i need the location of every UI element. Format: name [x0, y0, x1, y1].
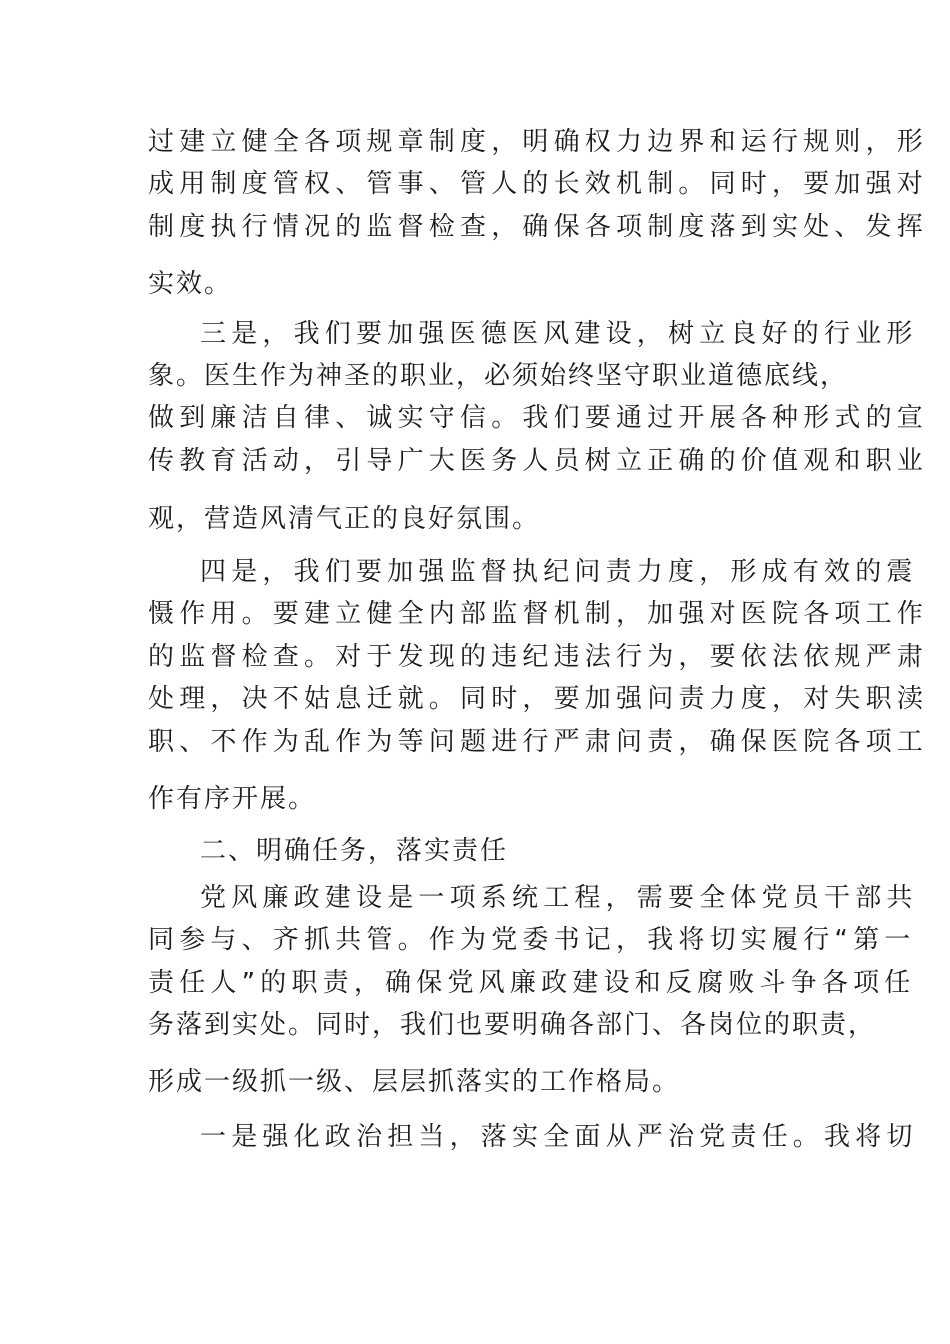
text-line: 成用制度管权、管事、管人的长效机制。同时，要加强对	[148, 169, 929, 199]
text-line: 同参与、齐抓共管。作为党委书记，我将切实履行“第一	[148, 925, 916, 955]
text-line: 传教育活动，引导广大医务人员树立正确的价值观和职业	[148, 446, 929, 476]
text-line: 一是强化政治担当，落实全面从严治党责任。我将切	[200, 1122, 918, 1152]
text-line: 三是，我们要加强医德医风建设，树立良好的行业形	[200, 319, 918, 349]
text-line: 党风廉政建设是一项系统工程，需要全体党员干部共	[200, 883, 918, 913]
text-line: 责任人”的职责，确保党风廉政建设和反腐败斗争各项任	[148, 968, 916, 998]
text-line: 务落到实处。同时，我们也要明确各部门、各岗位的职责，	[148, 1010, 877, 1040]
text-line: 的监督检查。对于发现的违纪违法行为，要依法依规严肃	[148, 642, 929, 672]
text-line: 观，营造风清气正的良好氛围。	[148, 504, 541, 534]
text-line: 象。医生作为神圣的职业，必须始终坚守职业道德底线，	[148, 361, 849, 391]
text-line: 形成一级抓一级、层层抓落实的工作格局。	[148, 1067, 681, 1097]
text-line: 过建立健全各项规章制度，明确权力边界和运行规则，形	[148, 127, 929, 157]
section-heading: 二、明确任务，落实责任	[200, 836, 509, 866]
text-line: 制度执行情况的监督检查，确保各项制度落到实处、发挥	[148, 212, 929, 242]
text-line: 做到廉洁自律、诚实守信。我们要通过开展各种形式的宣	[148, 403, 929, 433]
text-line: 四是，我们要加强监督执纪问责力度，形成有效的震	[200, 557, 918, 587]
text-line: 职、不作为乱作为等问题进行严肃问责，确保医院各项工	[148, 727, 929, 757]
text-line: 作有序开展。	[148, 784, 317, 814]
text-line: 处理，决不姑息迁就。同时，要加强问责力度，对失职渎	[148, 684, 929, 714]
text-line: 实效。	[148, 269, 233, 299]
text-line: 慑作用。要建立健全内部监督机制，加强对医院各项工作	[148, 599, 929, 629]
